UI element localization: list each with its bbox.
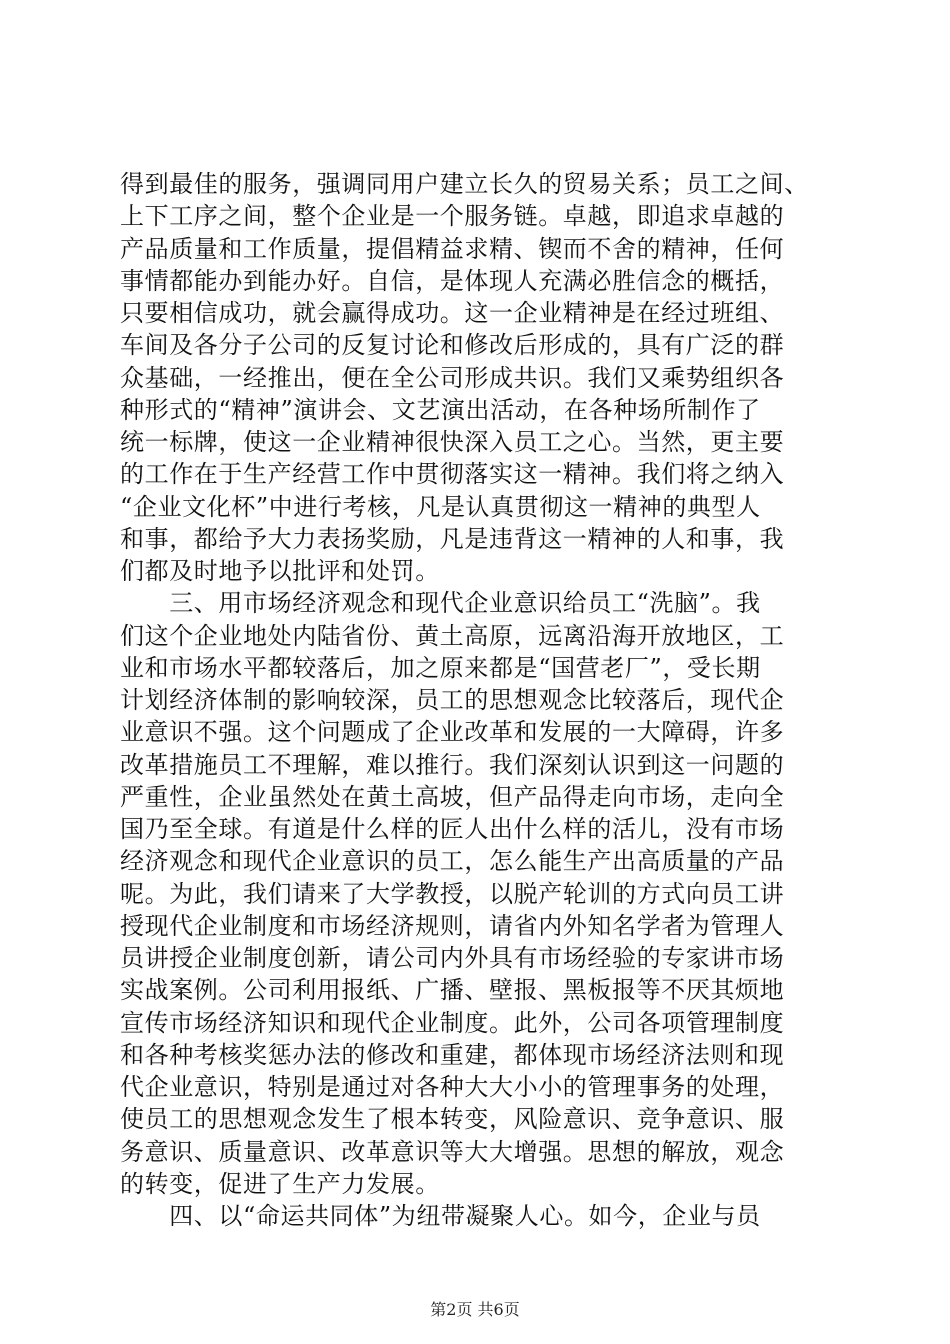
text-line: 实战案例。公司利用报纸、广播、壁报、黑板报等不厌其烦地	[120, 976, 785, 1005]
text-line: 和各种考核奖惩办法的修改和重建，都体现市场经济法则和现	[120, 1040, 785, 1069]
text-line: 们都及时地予以批评和处罚。	[120, 557, 440, 585]
text-line: 产品质量和工作质量，提倡精益求精、锲而不舍的精神，任何	[120, 234, 785, 263]
text-line: 业意识不强。这个问题成了企业改革和发展的一大障碍，许多	[120, 718, 785, 747]
text-line: 呢。为此，我们请来了大学教授，以脱产轮训的方式向员工讲	[120, 879, 785, 908]
text-line: 得到最佳的服务，强调同用户建立长久的贸易关系；员工之间、	[120, 170, 809, 198]
text-line: 务意识、质量意识、改革意识等大大增强。思想的解放，观念	[120, 1137, 785, 1166]
text-line: 宣传市场经济知识和现代企业制度。此外，公司各项管理制度	[120, 1008, 785, 1037]
text-line: 计划经济体制的影响较深，员工的思想观念比较落后，现代企	[120, 686, 785, 714]
text-line: 的工作在于生产经营工作中贯彻落实这一精神。我们将之纳入	[120, 460, 785, 489]
text-line: 四、以“命运共同体”为纽带凝聚人心。如今，企业与员	[120, 1202, 761, 1230]
text-line: 上下工序之间，整个企业是一个服务链。卓越，即追求卓越的	[120, 202, 785, 231]
text-line: 和事，都给予大力表扬奖励，凡是违背这一精神的人和事，我	[120, 524, 785, 553]
text-line: 代企业意识，特别是通过对各种大大小小的管理事务的处理，	[120, 1073, 785, 1101]
text-line: 车间及各分子公司的反复讨论和修改后形成的，具有广泛的群	[120, 331, 785, 360]
text-line: 三、用市场经济观念和现代企业意识给员工“洗脑”。我	[120, 589, 761, 618]
text-line: 员讲授企业制度创新，请公司内外具有市场经验的专家讲市场	[120, 944, 785, 972]
text-line: 事情都能办到能办好。自信，是体现人充满必胜信念的概括，	[120, 266, 785, 295]
text-line: 经济观念和现代企业意识的员工，怎么能生产出高质量的产品	[120, 847, 785, 876]
text-line: 众基础，一经推出，便在全公司形成共识。我们又乘势组织各	[120, 363, 785, 392]
text-line: 们这个企业地处内陆省份、黄土高原，远离沿海开放地区，工	[120, 621, 785, 650]
text-line: 只要相信成功，就会赢得成功。这一企业精神是在经过班组、	[120, 299, 785, 327]
text-line: 使员工的思想观念发生了根本转变，风险意识、竞争意识、服	[120, 1105, 785, 1134]
text-line: 统一标牌，使这一企业精神很快深入员工之心。当然，更主要	[120, 428, 785, 456]
page-number-footer: 第2页 共6页	[430, 1300, 520, 1319]
text-line: 业和市场水平都较落后，加之原来都是“国营老厂”，受长期	[120, 653, 761, 682]
text-line: “企业文化杯”中进行考核，凡是认真贯彻这一精神的典型人	[120, 492, 761, 521]
text-line: 的转变，促进了生产力发展。	[120, 1169, 440, 1198]
text-line: 种形式的“精神”演讲会、文艺演出活动，在各种场所制作了	[120, 395, 761, 424]
text-line: 改革措施员工不理解，难以推行。我们深刻认识到这一问题的	[120, 750, 785, 779]
text-line: 严重性，企业虽然处在黄土高坡，但产品得走向市场，走向全	[120, 782, 785, 811]
document-body	[120, 168, 840, 1232]
text-line: 国乃至全球。有道是什么样的匠人出什么样的活儿，没有市场	[120, 815, 785, 843]
text-line: 授现代企业制度和市场经济规则，请省内外知名学者为管理人	[120, 911, 785, 940]
